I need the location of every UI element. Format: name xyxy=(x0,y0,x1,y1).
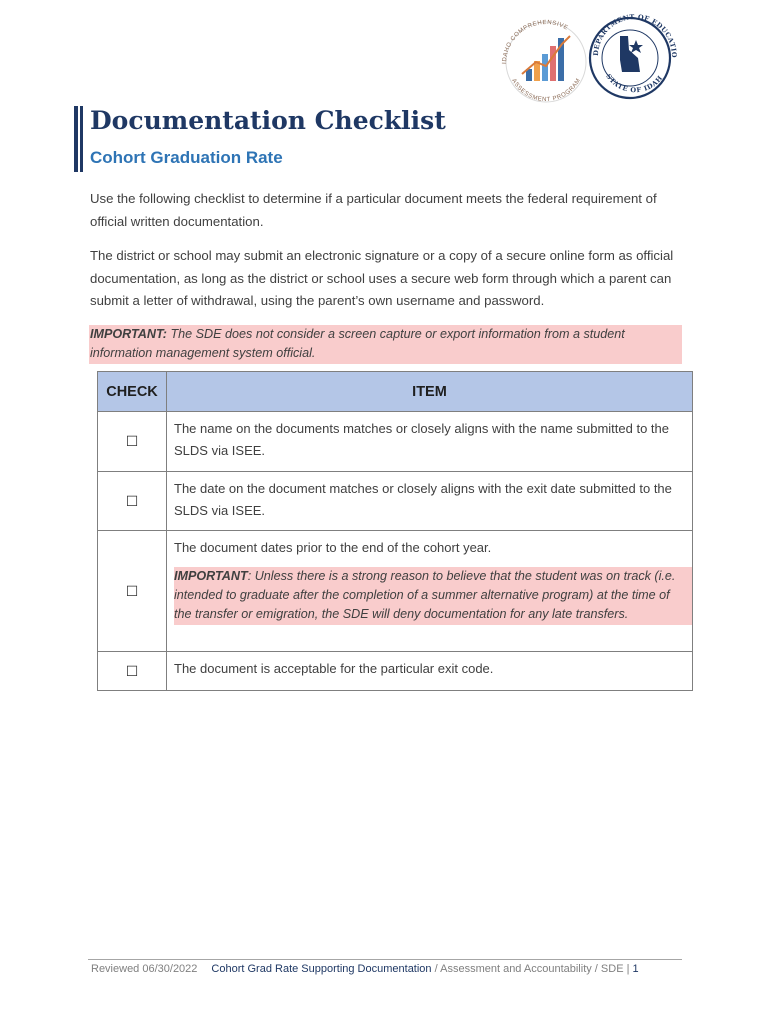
table-row xyxy=(98,412,693,472)
table-row xyxy=(98,652,693,691)
footer-document-name: Cohort Grad Rate Supporting Documentation xyxy=(211,963,432,975)
header-logos xyxy=(496,14,678,104)
title-accent-bars xyxy=(74,106,84,172)
electronic-signature-paragraph: The district or school may submit an electronic signature or a copy of a secure online form as official documentation, as long as the district or school uses a secure web form through which a parent can submit a letter of withdrawal, using the parent’s own username and password. xyxy=(90,248,674,308)
important-label: IMPORTANT: xyxy=(90,327,167,341)
checklist-table xyxy=(97,371,693,691)
item-cell xyxy=(167,531,693,652)
footer-divider xyxy=(88,959,682,960)
footer xyxy=(91,963,691,975)
checkbox[interactable]: ☐ xyxy=(98,472,167,531)
important-note xyxy=(89,325,682,364)
column-header-check: CHECK xyxy=(98,372,167,412)
table-row xyxy=(98,472,693,531)
checkbox[interactable]: ☐ xyxy=(98,531,167,652)
item-text: The document is acceptable for the particular exit code. xyxy=(167,652,693,691)
checkbox[interactable]: ☐ xyxy=(98,652,167,691)
column-header-item: ITEM xyxy=(167,372,693,412)
svg-text:STATE OF IDAHO: STATE OF IDAH xyxy=(604,72,665,95)
note-label: IMPORTANT xyxy=(174,568,248,583)
svg-text:ASSESSMENT PROGRAM: ASSESSMENT PROGRAM xyxy=(510,77,583,104)
icap-logo xyxy=(496,14,678,104)
late-transfer-note xyxy=(174,567,692,625)
svg-text:DEPARTMENT OF EDUCATION: DEPARTMENT OF EDUCATIO xyxy=(591,14,678,59)
footer-reviewed-date: Reviewed 06/30/2022 xyxy=(91,963,198,975)
svg-text:IDAHO COMPREHENSIVE: IDAHO COMPREHENSIVE xyxy=(501,19,569,65)
table-row xyxy=(98,531,693,652)
important-text: The SDE does not consider a screen capture or export information from a student information management system official. xyxy=(90,327,625,360)
item-text: The date on the document matches or closely aligns with the exit date submitted to the SLDS via ISEE. xyxy=(167,472,693,531)
intro-paragraph: Use the following checklist to determine if a particular document meets the federal requirement of official written documentation. xyxy=(90,191,657,229)
page-title: Documentation Checklist xyxy=(90,106,446,135)
note-text: : Unless there is a strong reason to believe that the student was on track (i.e. intended to graduate after the completion of a summer alternative program) at the time of the transfer or emigration, the SDE will deny documentation for any late transfers. xyxy=(174,568,676,621)
item-text: The document dates prior to the end of the cohort year. xyxy=(174,540,492,555)
title-block xyxy=(74,104,674,172)
item-text: The name on the documents matches or closely aligns with the name submitted to the SLDS via ISEE. xyxy=(167,412,693,472)
footer-department: / Assessment and Accountability / SDE | xyxy=(431,963,633,975)
checkbox[interactable]: ☐ xyxy=(98,412,167,472)
footer-page-number: 1 xyxy=(632,963,639,975)
page-subtitle: Cohort Graduation Rate xyxy=(90,148,283,167)
table-header-row xyxy=(98,372,693,412)
